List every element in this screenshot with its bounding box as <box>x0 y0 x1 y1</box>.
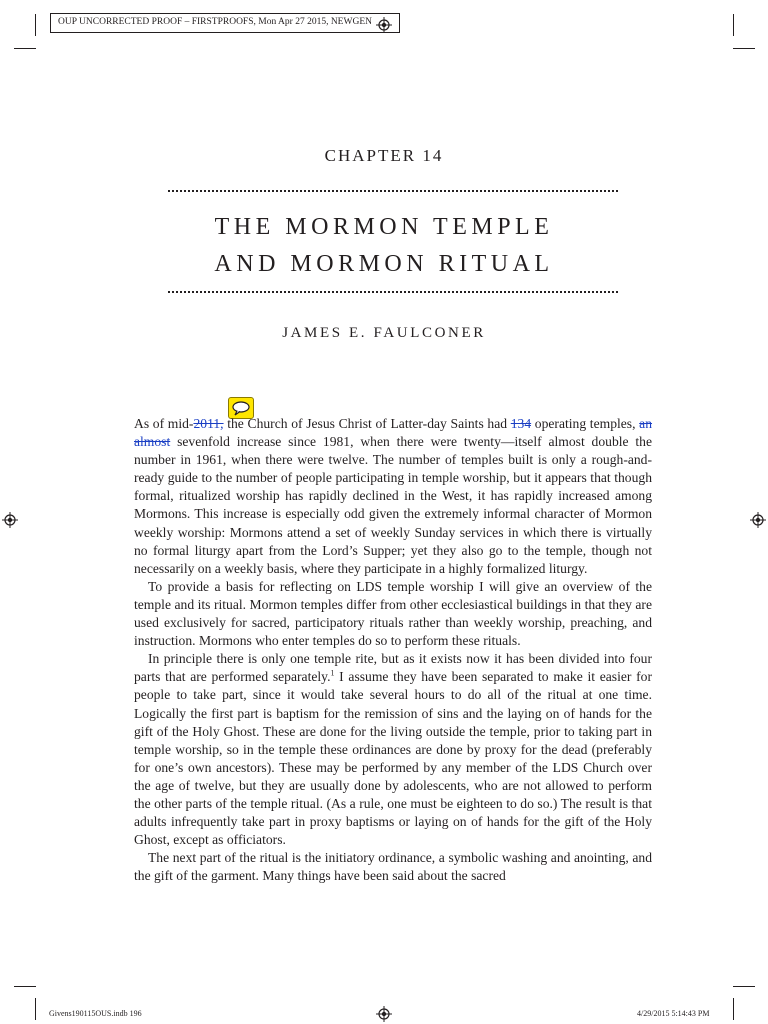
divider <box>168 291 618 295</box>
deleted-text[interactable]: 2011, <box>193 416 224 431</box>
crop-mark <box>35 998 36 1020</box>
chapter-label: CHAPTER 14 <box>324 146 444 165</box>
paragraph: As of mid-2011, the Church of Jesus Christ of Latter-day Saints had 134 operating temples, an almost sevenfold increase since 1981, when there were twenty—itself almost double the number in 1961, when there were twelve. The number of temples built is only a rough-and-ready guide to the number of people participating in temple worship, but it appears that though formal, ritualized worship has rapidly declined in the West, it has rapidly increased among Mormons. This increase is especially odd given the extremely informal character of Mormon weekly worship: Mormons attend a set of weekly Sunday services in which there is virtually no formal liturgy apart from the Lord’s Supper; yet they also go to the temple, though not necessarily on a weekly basis, where they participate in a highly formalized liturgy. <box>134 416 653 576</box>
chapter-title-line: AND MORMON RITUAL <box>214 251 554 277</box>
deleted-text[interactable]: 134 <box>510 416 532 431</box>
registration-mark-icon <box>376 17 392 33</box>
divider <box>168 190 618 194</box>
registration-mark-icon <box>376 1006 392 1022</box>
crop-mark <box>35 14 36 36</box>
registration-mark-icon <box>2 512 18 528</box>
paragraph: The next part of the ritual is the initiatory ordinance, a symbolic washing and anointing, and the gift of the garment. Many things have been said about the sacred <box>134 850 652 884</box>
footer-timestamp: 4/29/2015 5:14:43 PM <box>637 1009 710 1018</box>
crop-mark <box>14 986 36 987</box>
registration-mark-icon <box>750 512 766 528</box>
paragraph: To provide a basis for reflecting on LDS temple worship I will give an overview of the temple and its ritual. Mormon temples differ from other ecclesiastical buildings in that they are used exclusively for sacred, participatory rituals rather than weekly worship, preaching, and instruction. Mormons who enter temples do so to perform these rituals. <box>134 578 652 649</box>
crop-mark <box>14 48 36 49</box>
paragraph: In principle there is only one temple rite, but as it exists now it has been divided into four parts that are performed separately.$^1$ I assume they have been separated to make it easier for people to take part, since it would take several hours to do all of the ritual at one time. Logically the first part is baptism for the remission of sins and the laying on of hands for the gift of the Holy Ghost. These are done for the living outside the temple, prior to taking part in temple worship, so in the temple these ordinances are done by proxy for the dead (preferably for one’s own ancestors). These may be performed by any member of the LDS Church over the age of twelve, but they are usually done by adolescents, who are not allowed to perform the other parts of the temple ritual. (As a rule, one must be eighteen to do so.) The result is that adults infrequently take part in proxy baptisms or laying on of hands for the gift of the Holy Ghost, except as officiators. <box>134 651 652 848</box>
footnote-ref[interactable]: 1 <box>330 668 335 678</box>
crop-mark <box>733 998 734 1020</box>
crop-mark <box>733 14 734 36</box>
crop-mark <box>733 48 755 49</box>
body-text <box>134 415 652 885</box>
deleted-text[interactable]: an almost <box>134 416 653 450</box>
proof-header: OUP UNCORRECTED PROOF – FIRSTPROOFS, Mon Apr 27 2015, NEWGEN <box>50 13 400 33</box>
footer-file-info: Givens190115OUS.indb 196 <box>49 1009 142 1018</box>
author-name: JAMES E. FAULCONER <box>282 325 486 341</box>
chapter-title <box>0 209 768 283</box>
chapter-title-line: THE MORMON TEMPLE <box>214 214 554 240</box>
crop-mark <box>733 986 755 987</box>
